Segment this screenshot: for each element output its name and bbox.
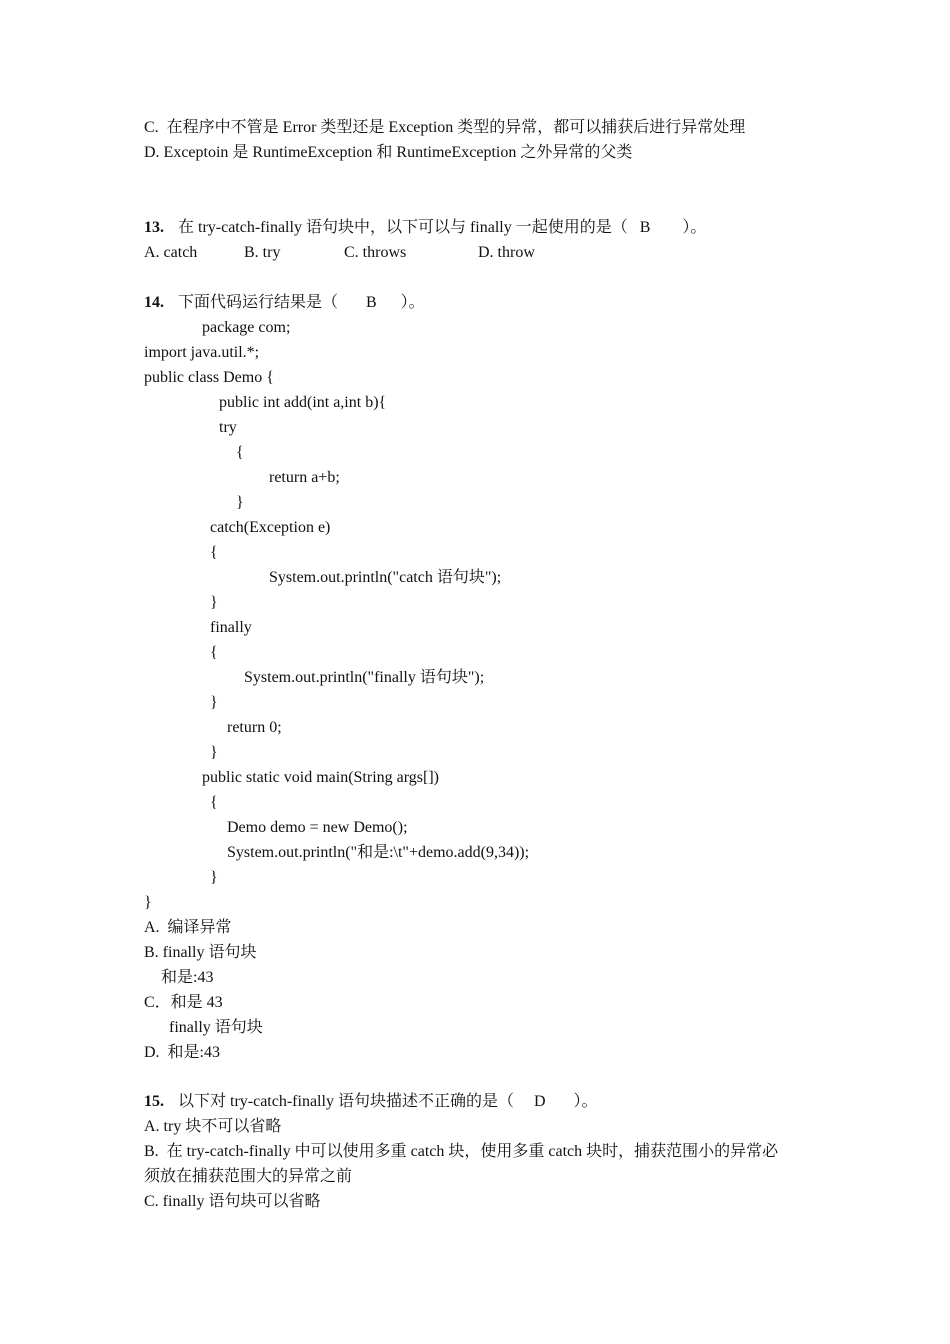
- q15-option-a: A. try 块不可以省略: [144, 1118, 282, 1135]
- code-line: }: [210, 594, 218, 611]
- q13-option-a: A. catch: [144, 244, 198, 261]
- code-line: finally: [210, 619, 252, 636]
- code-line: package com;: [202, 319, 291, 336]
- q14-option-c: C．和是 43: [144, 994, 223, 1011]
- q14-option-d: D. 和是:43: [144, 1044, 221, 1061]
- q14-option-c-line2: finally 语句块: [169, 1019, 263, 1036]
- q15-option-c: C. finally 语句块可以省略: [144, 1193, 321, 1210]
- code-line: }: [210, 744, 218, 761]
- code-line: return 0;: [227, 719, 282, 736]
- q12-option-d: D. Exceptoin 是 RuntimeException 和 RuntimeException 之外异常的父类: [144, 144, 633, 161]
- code-line: System.out.println("finally 语句块");: [244, 669, 485, 686]
- code-line: System.out.println("和是:\t"+demo.add(9,34));: [227, 844, 530, 861]
- code-line: }: [210, 694, 218, 711]
- code-line: {: [210, 794, 218, 811]
- code-line: }: [236, 494, 244, 511]
- q15-option-b-line2: 须放在捕获范围大的异常之前: [144, 1168, 353, 1185]
- code-line: }: [144, 894, 152, 911]
- code-line: Demo demo = new Demo();: [227, 819, 408, 836]
- q13-stem: 在 try-catch-finally 语句块中，以下可以与 finally 一起使用的是（ B ）。: [178, 219, 707, 236]
- q15-stem: 以下对 try-catch-finally 语句块描述不正确的是（ D ）。: [178, 1093, 598, 1110]
- q14-option-b-line2: 和是:43: [161, 969, 214, 986]
- code-line: catch(Exception e): [210, 519, 331, 536]
- code-line: System.out.println("catch 语句块");: [269, 569, 502, 586]
- code-line: try: [219, 419, 237, 436]
- code-line: public class Demo {: [144, 369, 274, 386]
- code-line: {: [210, 644, 218, 661]
- q12-option-c: C. 在程序中不管是 Error 类型还是 Exception 类型的异常，都可以捕获后进行异常处理: [144, 119, 746, 136]
- q13-option-c: C. throws: [344, 244, 407, 261]
- code-line: return a+b;: [269, 469, 340, 486]
- code-line: public static void main(String args[]): [202, 769, 439, 786]
- code-line: public int add(int a,int b){: [219, 394, 387, 411]
- code-line: import java.util.*;: [144, 344, 260, 361]
- q14-stem: 下面代码运行结果是（ B ）。: [178, 294, 425, 311]
- q13-option-b: B. try: [244, 244, 281, 261]
- q14-option-b: B. finally 语句块: [144, 944, 257, 961]
- q15-number: 15.: [144, 1093, 164, 1110]
- code-line: {: [236, 444, 244, 461]
- q13-number: 13.: [144, 219, 164, 236]
- q13-option-d: D. throw: [478, 244, 535, 261]
- q15-option-b: B. 在 try-catch-finally 中可以使用多重 catch 块，使用多重 catch 块时，捕获范围小的异常必: [144, 1143, 779, 1160]
- code-line: }: [210, 869, 218, 886]
- code-line: {: [210, 544, 218, 561]
- q14-number: 14.: [144, 294, 164, 311]
- q14-option-a: A. 编译异常: [144, 919, 232, 936]
